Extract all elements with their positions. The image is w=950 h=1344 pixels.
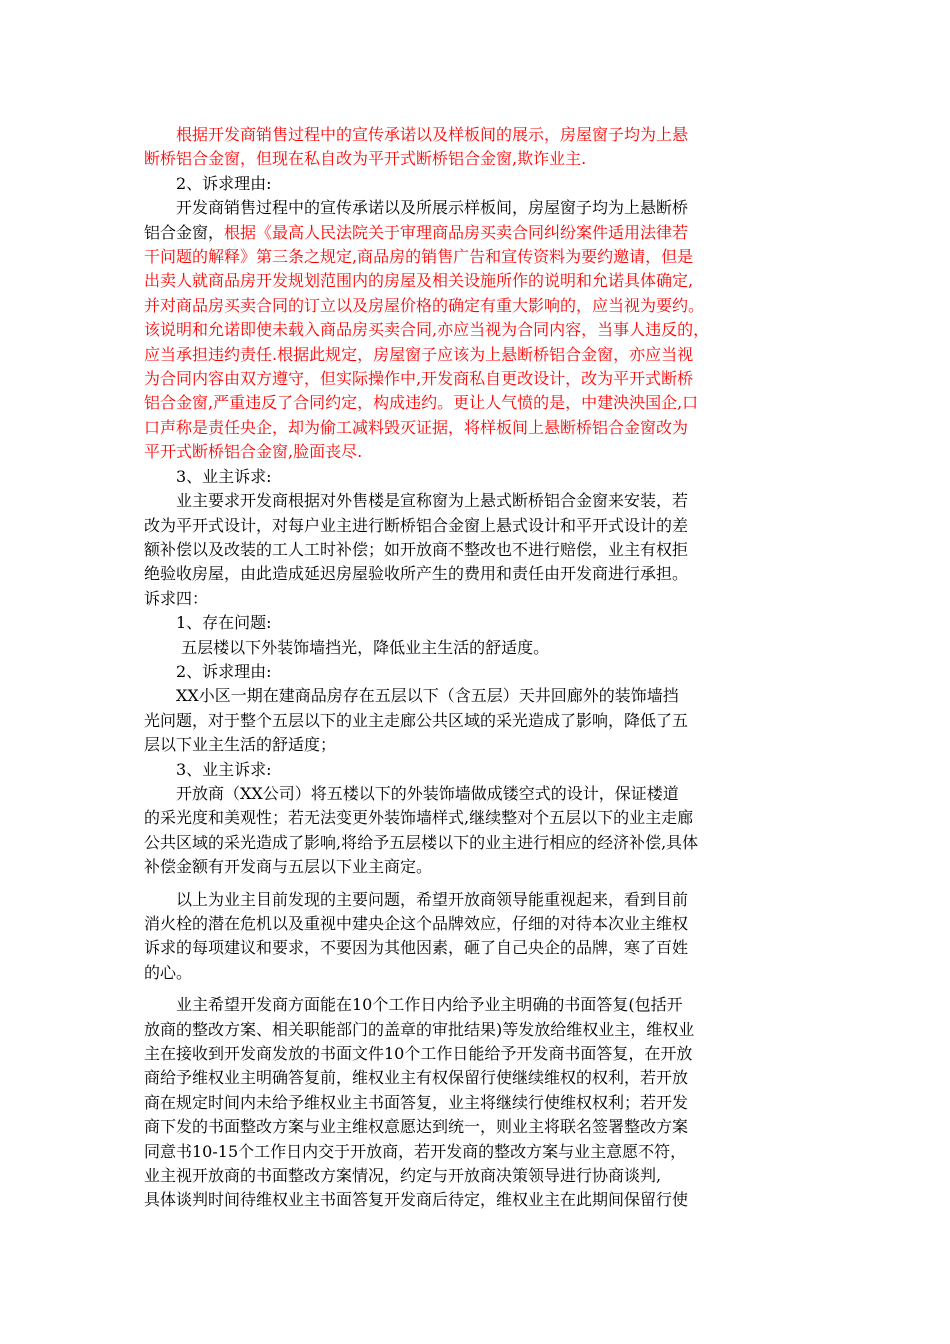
paragraph-b9 xyxy=(144,660,816,684)
body-text: 业主要求开发商根据对外售楼是宣称窗为上悬式断桥铝合金窗来安装，若 xyxy=(144,491,689,511)
text-line xyxy=(144,1188,816,1212)
paragraph-spacer xyxy=(144,880,816,888)
body-text: 具体谈判时间待维权业主书面答复开发商后待定，维权业主在此期间保留行使 xyxy=(144,1190,689,1210)
body-text: 开放商（XX公司）将五楼以下的外装饰墙做成镂空式的设计，保证楼道 xyxy=(144,783,679,803)
text-line xyxy=(144,440,816,464)
highlighted-text: 铝合金窗,严重违反了合同约定，构成违约。更让人气愤的是，中建泱泱国企,口 xyxy=(144,393,699,413)
text-line xyxy=(144,123,816,147)
body-text: 的采光度和美观性；若无法变更外装饰墙样式,继续整对个五层以下的业主走廊 xyxy=(144,808,694,828)
text-line xyxy=(144,538,816,562)
paragraph-b12 xyxy=(144,782,816,880)
paragraph-b14 xyxy=(144,993,816,1213)
text-line xyxy=(144,1091,816,1115)
text-line xyxy=(144,562,816,586)
text-line xyxy=(144,912,816,936)
paragraph-b1 xyxy=(144,123,816,172)
highlighted-text: 并对商品房买卖合同的订立以及房屋价格的确定有重大影响的，应当视为要约。 xyxy=(144,295,705,315)
body-text: 以上为业主目前发现的主要问题，希望开放商领导能重视起来，看到目前 xyxy=(144,889,689,909)
text-line xyxy=(144,196,816,220)
text-line xyxy=(144,318,816,342)
text-line xyxy=(144,993,816,1017)
paragraph-b7 xyxy=(144,611,816,635)
body-text: 3、业主诉求: xyxy=(144,466,272,486)
text-line xyxy=(144,1042,816,1066)
paragraph-b3 xyxy=(144,196,816,464)
text-line xyxy=(144,733,816,757)
text-line xyxy=(144,831,816,855)
body-text: XX小区一期在建商品房存在五层以下（含五层）天井回廊外的装饰墙挡 xyxy=(144,686,679,706)
paragraph-b10 xyxy=(144,684,816,757)
body-text: 商给予维权业主明确答复前，维权业主有权保留行使继续维权的权利，若开放 xyxy=(144,1068,689,1088)
body-text: 五层楼以下外装饰墙挡光，降低业主生活的舒适度。 xyxy=(144,637,550,657)
body-text: 层以下业主生活的舒适度； xyxy=(144,735,337,755)
body-text: 2、诉求理由: xyxy=(144,661,272,681)
body-text: 1、存在问题: xyxy=(144,613,272,633)
text-line xyxy=(144,147,816,171)
paragraph-spacer xyxy=(144,985,816,993)
text-line xyxy=(144,758,816,782)
text-line xyxy=(144,1018,816,1042)
text-line xyxy=(144,782,816,806)
body-text: 诉求的每项建议和要求，不要因为其他因素，砸了自己央企的品牌，寒了百姓 xyxy=(144,938,689,958)
paragraph-b6 xyxy=(144,587,816,611)
highlighted-text: 根据开发商销售过程中的宣传承诺以及样板间的展示，房屋窗子均为上悬 xyxy=(144,125,689,144)
text-line xyxy=(144,294,816,318)
text-line xyxy=(144,367,816,391)
text-line xyxy=(144,806,816,830)
paragraph-b13 xyxy=(144,888,816,986)
highlighted-text: 根据《最高人民法院关于审理商品房买卖合同纠纷案件适用法律若 xyxy=(224,222,689,242)
body-text: 诉求四： xyxy=(144,588,209,608)
body-text: 消火栓的潜在危机以及重视中建央企这个品牌效应，仔细的对待本次业主维权 xyxy=(144,914,689,933)
text-line xyxy=(144,1164,816,1188)
text-line xyxy=(144,221,816,245)
text-line xyxy=(144,1140,816,1164)
highlighted-text: 平开式断桥铝合金窗,脸面丧尽. xyxy=(144,442,363,462)
highlighted-text: 应当承担违约责任.根据此规定，房屋窗子应该为上悬断桥铝合金窗，亦应当视 xyxy=(144,344,694,364)
body-text: 同意书10-15个工作日内交于开放商，若开发商的整改方案与业主意愿不符， xyxy=(144,1141,687,1161)
body-text: 放商的整改方案、相关职能部门的盖章的审批结果)等发放给维权业主，维权业 xyxy=(144,1019,695,1039)
paragraph-b2 xyxy=(144,172,816,196)
text-line xyxy=(144,514,816,538)
highlighted-text: 断桥铝合金窗，但现在私自改为平开式断桥铝合金窗,欺诈业主. xyxy=(144,149,587,169)
body-text: 业主视开放商的书面整改方案情况，约定与开放商决策领导进行协商谈判, xyxy=(144,1166,662,1186)
body-text: 光问题，对于整个五层以下的业主走廊公共区域的采光造成了影响，降低了五 xyxy=(144,710,689,730)
body-text: 主在接收到开发商发放的书面文件10个工作日能给予开发商书面答复，在开放 xyxy=(144,1044,693,1064)
text-line xyxy=(144,660,816,684)
text-line xyxy=(144,269,816,293)
body-text: 补偿金额有开发商与五层以下业主商定。 xyxy=(144,857,433,877)
body-text: 商下发的书面整改方案与业主维权意愿达到统一，则业主将联名签署整改方案 xyxy=(144,1117,689,1137)
body-text: 3、业主诉求: xyxy=(144,759,272,779)
body-text: 公共区域的采光造成了影响,将给予五层楼以下的业主进行相应的经济补偿,具体 xyxy=(144,832,699,852)
text-line xyxy=(144,936,816,960)
text-line xyxy=(144,709,816,733)
highlighted-text: 口声称是责任央企，却为偷工减料毁灭证据，将样板间上悬断桥铝合金窗改为 xyxy=(144,417,689,437)
paragraph-b4 xyxy=(144,465,816,489)
text-line xyxy=(144,684,816,708)
highlighted-text: 为合同内容由双方遵守，但实际操作中,开发商私自更改设计，改为平开式断桥 xyxy=(144,369,694,389)
highlighted-text: 出卖人就商品房开发规划范围内的房屋及相关设施所作的说明和允诺具体确定, xyxy=(144,271,694,291)
body-text: 商在规定时间内未给予维权业主书面答复，业主将继续行使维权权利；若开发 xyxy=(144,1092,689,1112)
text-line xyxy=(144,465,816,489)
text-line xyxy=(144,489,816,513)
text-line xyxy=(144,1115,816,1139)
text-line xyxy=(144,888,816,912)
text-line xyxy=(144,636,816,660)
text-line xyxy=(144,343,816,367)
body-text: 业主希望开发商方面能在10个工作日内给予业主明确的书面答复(包括开 xyxy=(144,995,683,1015)
text-line xyxy=(144,611,816,635)
body-text: 铝合金窗， xyxy=(144,222,225,242)
text-line xyxy=(144,1066,816,1090)
text-line xyxy=(144,587,816,611)
text-line xyxy=(144,391,816,415)
text-line xyxy=(144,961,816,985)
highlighted-text: 该说明和允诺即使未载入商品房买卖合同,亦应当视为合同内容，当事人违反的， xyxy=(144,320,710,340)
body-text: 的心。 xyxy=(144,962,193,982)
highlighted-text: 干问题的解释》第三条之规定,商品房的销售广告和宣传资料为要约邀请，但是 xyxy=(144,247,694,267)
body-text: 绝验收房屋，由此造成延迟房屋验收所产生的费用和责任由开发商进行承担。 xyxy=(144,564,689,584)
paragraph-b5 xyxy=(144,489,816,587)
document-body xyxy=(144,123,816,1213)
paragraph-b11 xyxy=(144,758,816,782)
text-line xyxy=(144,416,816,440)
text-line xyxy=(144,172,816,196)
text-line xyxy=(144,245,816,269)
body-text: 开发商销售过程中的宣传承诺以及所展示样板间，房屋窗子均为上悬断桥 xyxy=(144,198,689,218)
text-line xyxy=(144,855,816,879)
paragraph-b8 xyxy=(144,636,816,660)
body-text: 2、诉求理由: xyxy=(144,173,272,193)
body-text: 额补偿以及改装的工人工时补偿；如开放商不整改也不进行赔偿，业主有权拒 xyxy=(144,539,689,559)
body-text: 改为平开式设计，对每户业主进行断桥铝合金窗上悬式设计和平开式设计的差 xyxy=(144,515,689,535)
